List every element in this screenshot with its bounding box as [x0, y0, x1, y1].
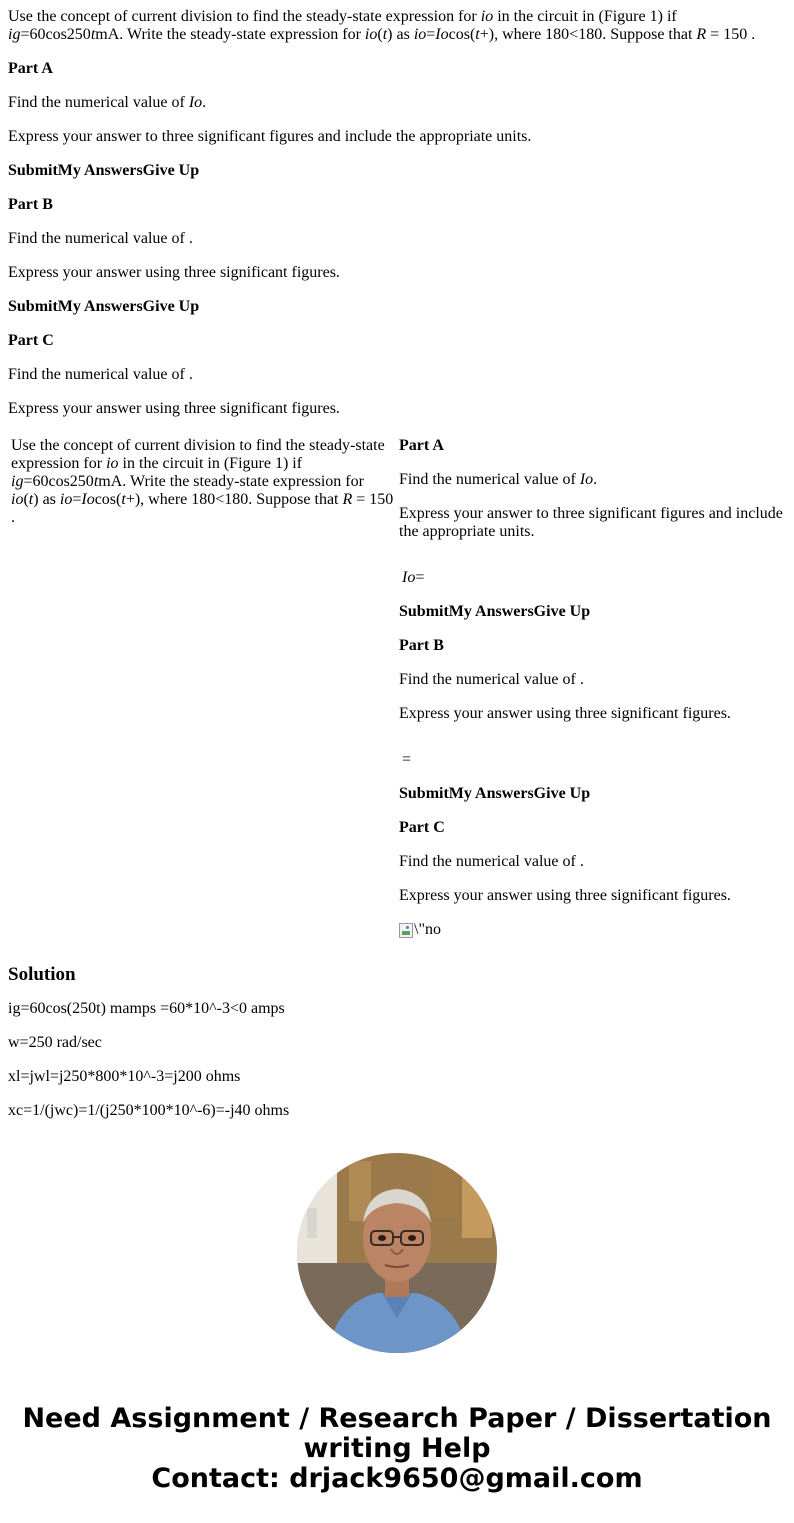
intro-text: in the circuit in (Figure 1) if: [493, 8, 677, 25]
intro-text: cos(: [448, 26, 476, 43]
answer-equals: =: [415, 569, 425, 586]
var-t: t: [475, 26, 480, 43]
part-a-express: Express your answer to three significant figures and include the appropriate units.: [8, 128, 532, 145]
find-text: Find the numerical value of: [8, 94, 189, 111]
part-b-express: Express your answer using three significant figures.: [8, 264, 340, 281]
solution-line: xc=1/(jwc)=1/(j250*100*10^-6)=-j40 ohms: [8, 1101, 290, 1119]
author-avatar: [297, 1153, 497, 1353]
promo-line: Need Assignment / Research Paper / Dissertation: [22, 1403, 772, 1434]
var-io: io: [11, 491, 24, 508]
part-a-actions[interactable]: SubmitMy AnswersGive Up: [399, 603, 591, 620]
part-c-find: Find the numerical value of .: [399, 853, 584, 870]
var-R: R: [342, 491, 353, 508]
part-c-express: Express your answer using three significant figures.: [399, 887, 731, 904]
solution-heading: Solution: [8, 963, 76, 985]
intro-text: Use the concept of current division to find the steady-state expression for: [8, 8, 481, 25]
var-t: t: [28, 491, 34, 508]
part-b-express: Express your answer using three significant figures.: [399, 705, 731, 722]
var-R: R: [696, 26, 707, 43]
problem-statement-repeat: [11, 437, 395, 527]
var-Io: Io: [81, 491, 95, 508]
var-ig: ig: [8, 26, 21, 43]
solution-section: [0, 963, 794, 1120]
intro-text: (: [377, 26, 383, 43]
part-a-answer-field[interactable]: [399, 569, 794, 587]
table-left-cell: [10, 436, 396, 944]
var-io: io: [364, 26, 378, 43]
solution-line: ig=60cos(250t) mamps =60*10^-3<0 amps: [8, 999, 285, 1017]
var-io: io: [413, 26, 427, 43]
part-b-title: Part B: [8, 196, 53, 213]
intro-text: ) as: [387, 26, 414, 43]
find-text: .: [593, 471, 598, 488]
var-t: t: [93, 473, 99, 490]
var-ig: ig: [11, 473, 24, 490]
top-section: [0, 8, 794, 418]
part-a-find: [8, 94, 786, 112]
intro-text: +), where 180<180. Suppose that: [479, 26, 697, 43]
promo-text: [0, 1404, 794, 1494]
promo-line: writing Help: [303, 1433, 491, 1464]
var-io: io: [106, 455, 119, 472]
intro-text: cos(: [94, 491, 122, 508]
var-Io: Io: [188, 94, 203, 111]
image-alt-text: \"no: [414, 921, 441, 938]
image-icon: [399, 923, 413, 938]
intro-text: in the circuit in (Figure 1) if: [118, 455, 303, 472]
intro-text: =60cos250: [20, 26, 91, 43]
var-io: io: [480, 8, 494, 25]
promo-contact[interactable]: Contact: drjack9650@gmail.com: [151, 1463, 643, 1494]
part-c-title: Part C: [8, 332, 54, 349]
var-io: io: [59, 491, 73, 508]
part-b-title: Part B: [399, 637, 444, 654]
part-b-find: Find the numerical value of .: [399, 671, 584, 688]
intro-text: mA. Write the steady-state expression for: [98, 473, 364, 490]
part-a-express: Express your answer to three significant figures and include the appropriate units.: [399, 505, 783, 540]
promo-footer: [0, 1122, 794, 1523]
problem-statement: [8, 8, 786, 44]
part-a-title: Part A: [399, 437, 444, 454]
part-b-find: Find the numerical value of .: [8, 230, 193, 247]
intro-text: =: [426, 26, 436, 43]
author-portrait: [297, 1153, 497, 1353]
solution-line: w=250 rad/sec: [8, 1033, 102, 1051]
table-right-cell: [398, 436, 794, 944]
part-c-express: Express your answer using three significant figures.: [8, 400, 340, 417]
intro-text: Use the concept of current division to find the steady-state expression for: [11, 437, 385, 472]
answer-equals: =: [402, 751, 412, 768]
var-t: t: [121, 491, 126, 508]
problem-table: [8, 434, 794, 946]
part-c-find: Find the numerical value of .: [8, 366, 193, 383]
var-t: t: [90, 26, 96, 43]
intro-text: ) as: [33, 491, 60, 508]
intro-text: = 150 .: [11, 491, 394, 526]
find-text: Find the numerical value of: [399, 471, 580, 488]
figure-placeholder: [399, 921, 794, 943]
var-t: t: [382, 26, 388, 43]
intro-text: = 150 .: [706, 26, 756, 43]
part-a-title: Part A: [8, 60, 53, 77]
part-a-actions[interactable]: SubmitMy AnswersGive Up: [8, 162, 200, 179]
part-a-find: [399, 471, 794, 489]
find-text: .: [202, 94, 207, 111]
answer-var-Io: Io: [402, 569, 416, 586]
intro-text: mA. Write the steady-state expression for: [95, 26, 365, 43]
part-b-actions[interactable]: SubmitMy AnswersGive Up: [8, 298, 200, 315]
intro-text: =: [72, 491, 82, 508]
solution-line: xl=jwl=j250*800*10^-3=j200 ohms: [8, 1067, 241, 1085]
intro-text: (: [23, 491, 29, 508]
part-b-actions[interactable]: SubmitMy AnswersGive Up: [399, 785, 591, 802]
var-Io: Io: [435, 26, 449, 43]
part-b-answer-field[interactable]: [399, 751, 794, 769]
part-c-title: Part C: [399, 819, 445, 836]
intro-text: +), where 180<180. Suppose that: [125, 491, 343, 508]
var-Io: Io: [579, 471, 594, 488]
broken-image-icon: [399, 921, 441, 939]
intro-text: =60cos250: [23, 473, 94, 490]
